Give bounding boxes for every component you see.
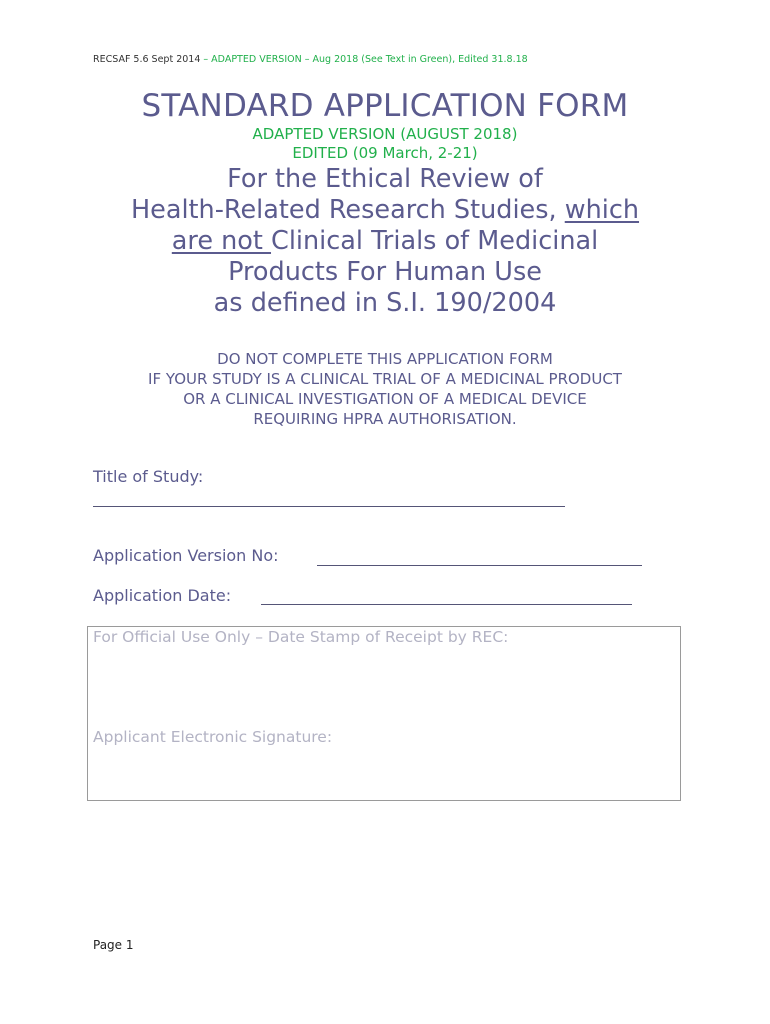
subtitle-line-1: For the Ethical Review of [227, 164, 543, 194]
signature-label: Applicant Electronic Signature: [93, 728, 333, 746]
official-use-box [87, 626, 681, 801]
subtitle-line-3 [0, 226, 770, 257]
subtitle-line-2-text: Health-Related Research Studies, [130, 195, 565, 225]
header-version-text: RECSAF 5.6 Sept 2014 [93, 54, 201, 65]
official-stamp-label: For Official Use Only – Date Stamp of Receipt by REC: [93, 628, 509, 646]
warning-notice [0, 349, 770, 429]
study-title-field[interactable] [93, 506, 565, 507]
date-field[interactable] [261, 604, 632, 605]
adapted-version-block [0, 125, 770, 163]
subtitle-which-underlined: which [564, 195, 640, 225]
form-subtitle [0, 164, 770, 319]
version-field[interactable] [317, 565, 642, 566]
subtitle-line-2 [0, 195, 770, 226]
warning-line-2: IF YOUR STUDY IS A CLINICAL TRIAL OF A MEDICINAL PRODUCT [148, 370, 622, 388]
study-title-label: Title of Study: [93, 467, 204, 486]
date-label: Application Date: [93, 586, 232, 605]
adapted-version-label: ADAPTED VERSION (AUGUST 2018) [252, 125, 518, 143]
warning-line-1: DO NOT COMPLETE THIS APPLICATION FORM [217, 350, 553, 368]
edited-label: EDITED (09 March, 2-21) [292, 144, 478, 162]
warning-line-4: REQUIRING HPRA AUTHORISATION. [253, 410, 517, 428]
page-number: Page 1 [93, 938, 134, 952]
version-label: Application Version No: [93, 546, 279, 565]
subtitle-line-5: as defined in S.I. 190/2004 [213, 288, 557, 318]
warning-line-3: OR A CLINICAL INVESTIGATION OF A MEDICAL DEVICE [183, 390, 587, 408]
subtitle-are-not-underlined: are not [171, 226, 272, 256]
subtitle-line-4: Products For Human Use [228, 257, 542, 287]
subtitle-line-3-text: Clinical Trials of Medicinal [271, 226, 599, 256]
header-adapted-text: – ADAPTED VERSION – Aug 2018 (See Text in Green), Edited 31.8.18 [200, 54, 528, 65]
page-title: STANDARD APPLICATION FORM [141, 88, 629, 124]
document-header [93, 54, 528, 65]
